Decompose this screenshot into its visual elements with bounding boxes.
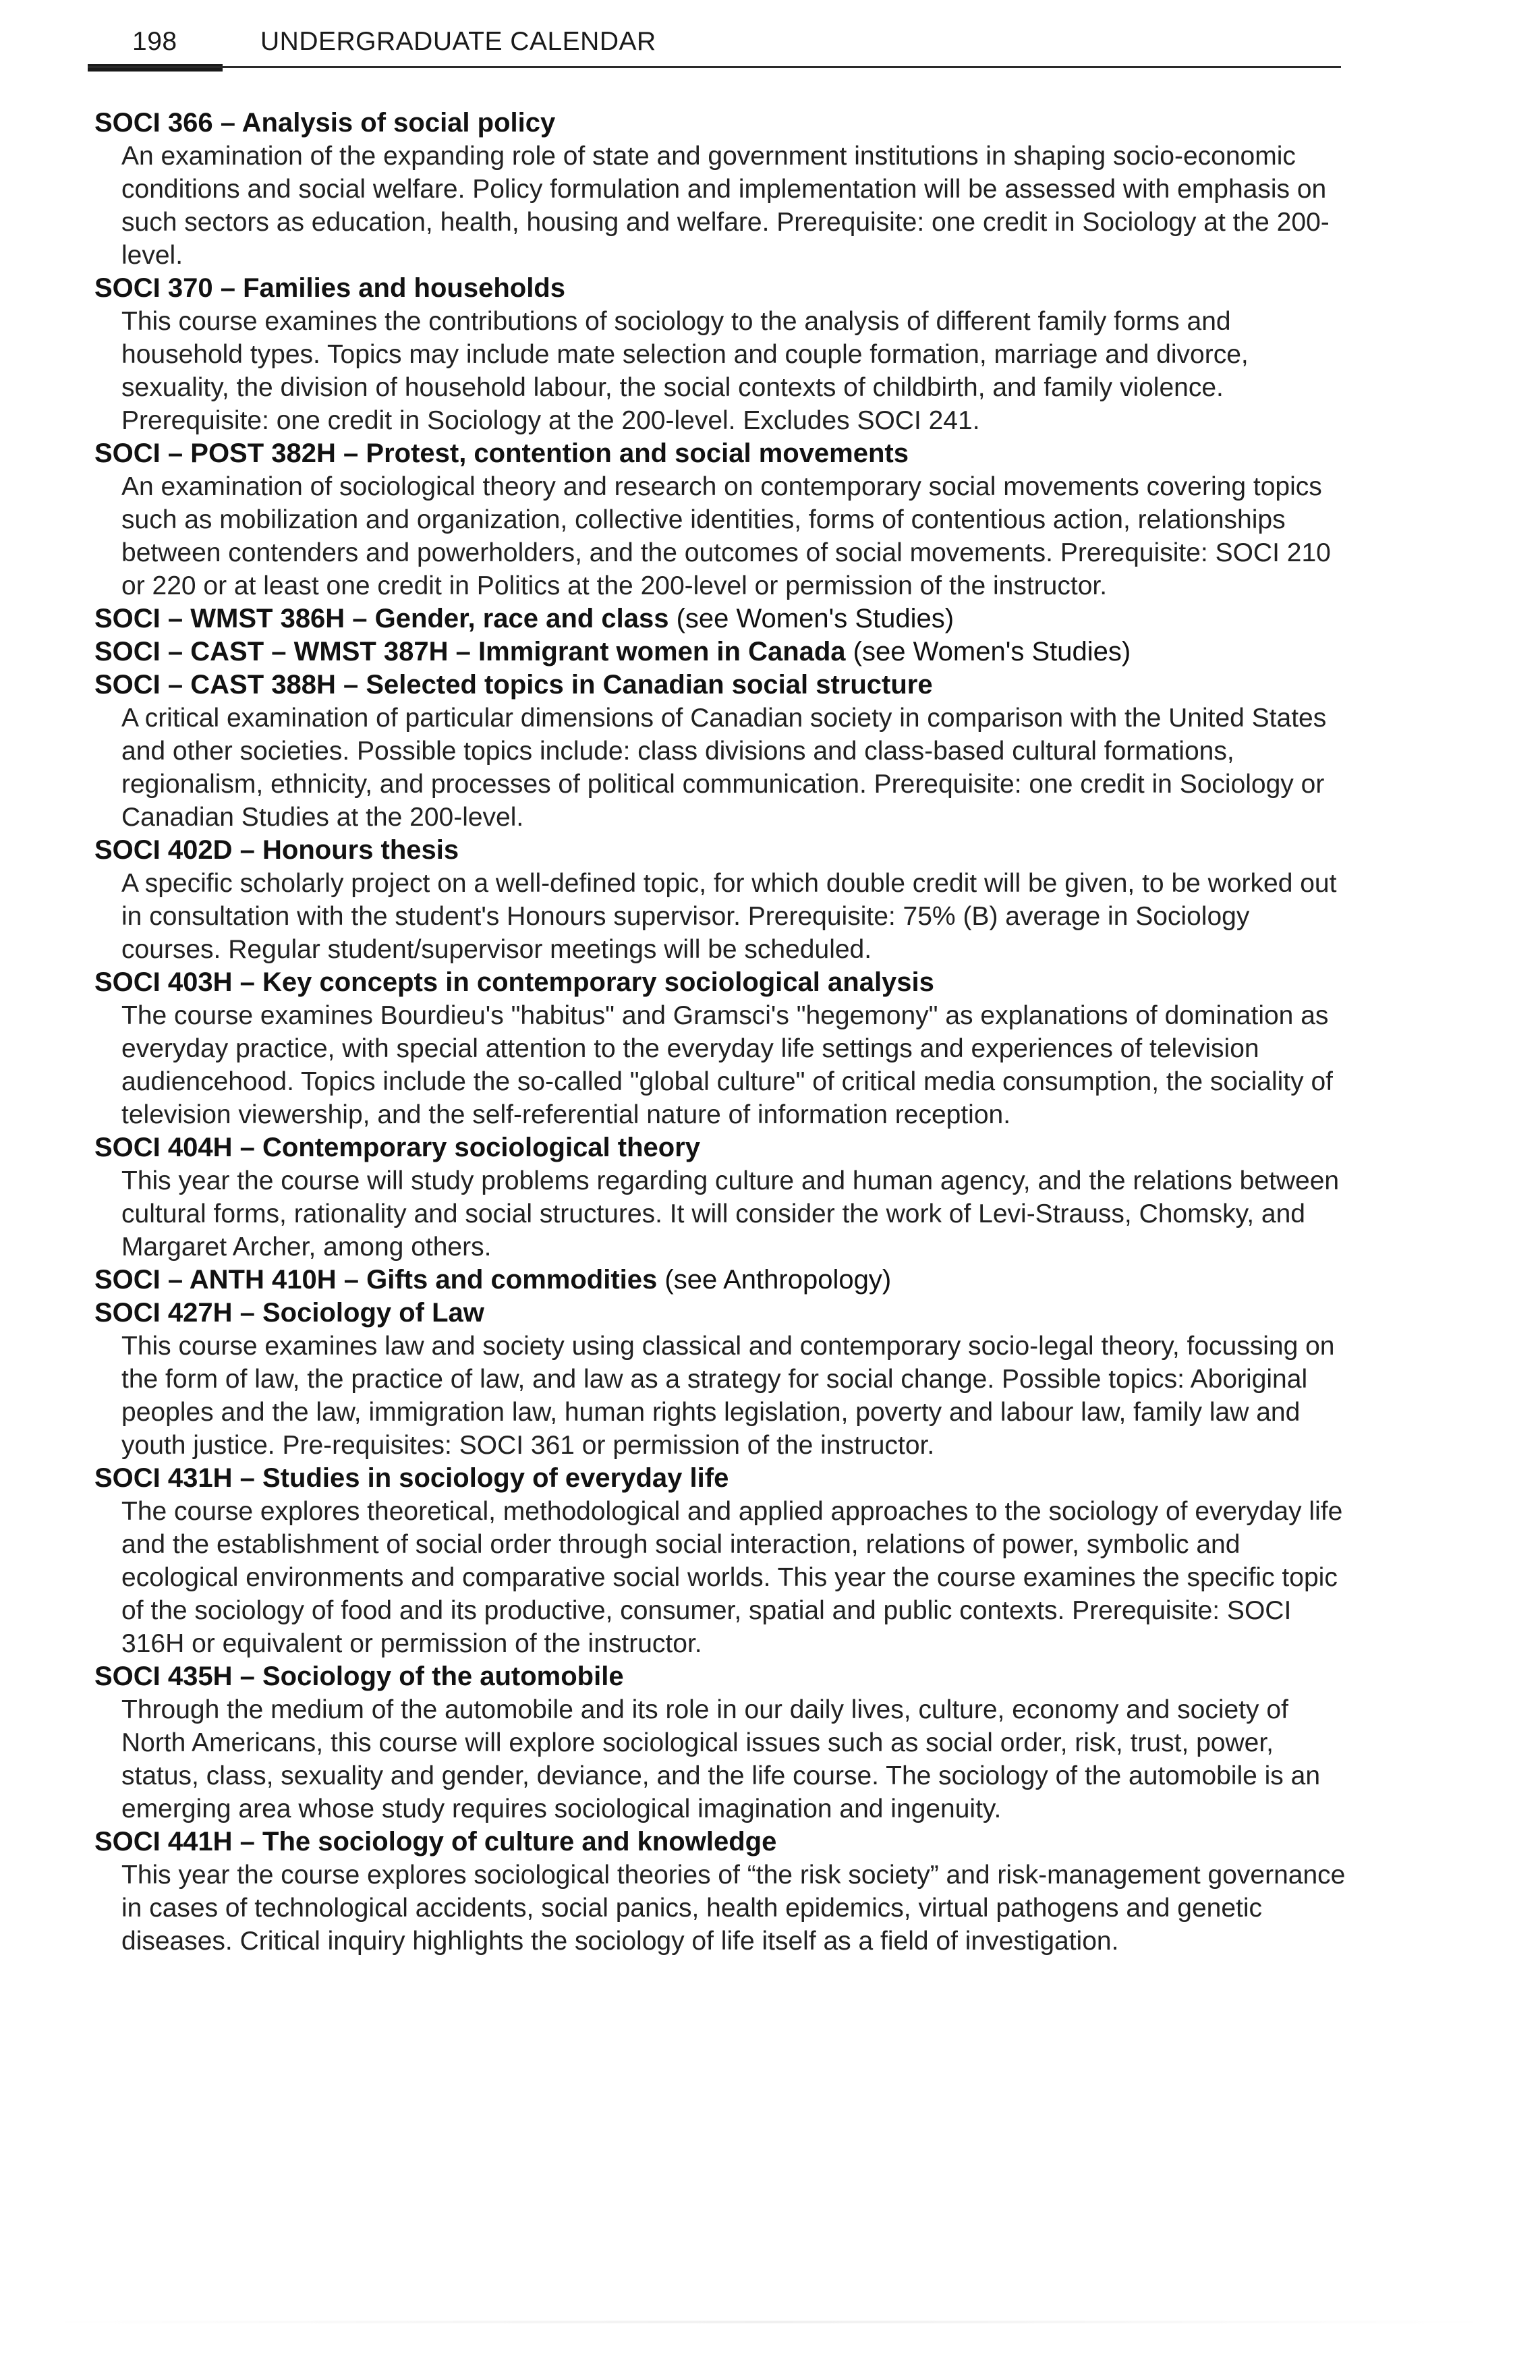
course-heading: [94, 272, 1356, 305]
page-number: 198: [132, 27, 177, 56]
course-description: This course examines the contributions of sociology to the analysis of different family forms and household types. Topics may include mate selection and couple formation, marriage and divorce, sexuality, the division of household labour, the social contexts of childbirth, and family violence. Prerequisite: one credit in Sociology at the 200-level. Excludes SOCI 241.: [121, 307, 1249, 435]
course-entry: [94, 272, 1356, 437]
course-heading: [94, 1297, 1356, 1330]
running-title: UNDERGRADUATE CALENDAR: [260, 27, 656, 56]
course-heading: [94, 107, 1356, 140]
course-description: A specific scholarly project on a well-defined topic, for which double credit will be given, to be worked out in consultation with the student's Honours supervisor. Prerequisite: 75% (B) average in Sociology courses. Regular student/supervisor meetings will be scheduled.: [121, 869, 1337, 964]
header-rule: [88, 66, 1341, 68]
course-description: The course explores theoretical, methodological and applied approaches to the sociology of everyday life and the establishment of social order through social interaction, relations of power, symbolic and ecological environments and comparative social worlds. This year the course examines the specific topic of the sociology of food and its productive, consumer, spatial and public contexts. Prerequisite: SOCI 316H or equivalent or permission of the instructor.: [121, 1497, 1343, 1658]
course-title: SOCI – WMST 386H – Gender, race and class: [94, 604, 669, 633]
course-description: An examination of sociological theory and research on contemporary social movements covering topics such as mobilization and organization, collective identities, forms of contentious action, relationships between contenders and powerholders, and the outcomes of social movements. Prerequisite: SOCI 210 or 220 or at least one credit in Politics at the 200-level or permission of the instructor.: [121, 472, 1331, 600]
running-head: [132, 27, 656, 67]
course-title: SOCI 404H – Contemporary sociological theory: [94, 1133, 701, 1162]
course-entry: [94, 635, 1356, 669]
course-title: SOCI – ANTH 410H – Gifts and commodities: [94, 1265, 658, 1295]
course-cross-reference: (see Women's Studies): [668, 604, 954, 633]
course-heading: [94, 669, 1356, 702]
course-heading: [94, 834, 1356, 867]
course-description: Through the medium of the automobile and its role in our daily lives, culture, economy and society of North Americans, this course will explore sociological issues such as social order, risk, trust, power, status, class, sexuality and gender, deviance, and the life course. The sociology of the automobile is an emerging area whose study requires sociological imagination and ingenuity.: [121, 1695, 1321, 1823]
course-title: SOCI 402D – Honours thesis: [94, 835, 459, 865]
course-heading: [94, 1462, 1356, 1495]
course-heading: [94, 1131, 1356, 1164]
course-entry: [94, 834, 1356, 966]
course-heading: [94, 437, 1356, 470]
course-cross-reference: (see Women's Studies): [845, 637, 1131, 667]
course-entry: [94, 1131, 1356, 1264]
course-entry: [94, 1462, 1356, 1660]
course-entry: [94, 602, 1356, 635]
course-title: SOCI 431H – Studies in sociology of everyday life: [94, 1463, 729, 1493]
course-entry: [94, 1660, 1356, 1825]
course-title: SOCI – CAST 388H – Selected topics in Canadian social structure: [94, 670, 933, 700]
course-title: SOCI 441H – The sociology of culture and knowledge: [94, 1827, 777, 1857]
course-title: SOCI – CAST – WMST 387H – Immigrant women in Canada: [94, 637, 846, 667]
course-title: SOCI 435H – Sociology of the automobile: [94, 1662, 624, 1691]
course-heading: [94, 635, 1356, 669]
course-heading: [94, 1825, 1356, 1859]
course-entry: [94, 437, 1356, 602]
course-description: This course examines law and society using classical and contemporary socio-legal theory, focussing on the form of law, the practice of law, and law as a strategy for social change. Possible topics: Aboriginal peoples and the law, immigration law, human rights legislation, poverty and labour law, family law and youth justice. Pre-requisites: SOCI 361 or permission of the instructor.: [121, 1332, 1335, 1460]
course-description: The course examines Bourdieu's "habitus" and Gramsci's "hegemony" as explanations of domination as everyday practice, with special attention to the everyday life settings and experiences of television audiencehood. Topics include the so-called "global culture" of critical media consumption, the sociality of television viewership, and the self-referential nature of information reception.: [121, 1001, 1333, 1129]
course-description: This year the course will study problems regarding culture and human agency, and the relations between cultural forms, rationality and social structures. It will consider the work of Levi-Strauss, Chomsky, and Margaret Archer, among others.: [121, 1166, 1340, 1262]
course-description: This year the course explores sociological theories of “the risk society” and risk-management governance in cases of technological accidents, social panics, health epidemics, virtual pathogens and genetic diseases. Critical inquiry highlights the sociology of life itself as a field of investigation.: [121, 1861, 1346, 1956]
course-heading: [94, 1264, 1356, 1297]
course-entry: [94, 1825, 1356, 1958]
course-entry: [94, 669, 1356, 834]
course-title: SOCI 366 – Analysis of social policy: [94, 108, 556, 138]
course-title: SOCI 403H – Key concepts in contemporary sociological analysis: [94, 967, 934, 997]
course-cross-reference: (see Anthropology): [657, 1265, 892, 1295]
course-heading: [94, 1660, 1356, 1693]
course-description: An examination of the expanding role of state and government institutions in shaping socio-economic conditions and social welfare. Policy formulation and implementation will be assessed with emphasis on such sectors as education, health, housing and welfare. Prerequisite: one credit in Sociology at the 200-level.: [121, 142, 1330, 270]
course-title: SOCI – POST 382H – Protest, contention and social movements: [94, 438, 909, 468]
course-description: A critical examination of particular dimensions of Canadian society in comparison with the United States and other societies. Possible topics include: class divisions and class-based cultural formations, regionalism, ethnicity, and processes of political communication. Prerequisite: one credit in Sociology or Canadian Studies at the 200-level.: [121, 704, 1327, 832]
course-entry: [94, 1264, 1356, 1297]
course-title: SOCI 427H – Sociology of Law: [94, 1298, 484, 1328]
course-title: SOCI 370 – Families and households: [94, 273, 565, 303]
course-heading: [94, 966, 1356, 999]
course-heading: [94, 602, 1356, 635]
course-entry: [94, 966, 1356, 1131]
page-bottom-edge: [40, 2321, 1498, 2323]
course-entry: [94, 107, 1356, 272]
course-entry: [94, 1297, 1356, 1462]
course-list: [94, 107, 1356, 1958]
